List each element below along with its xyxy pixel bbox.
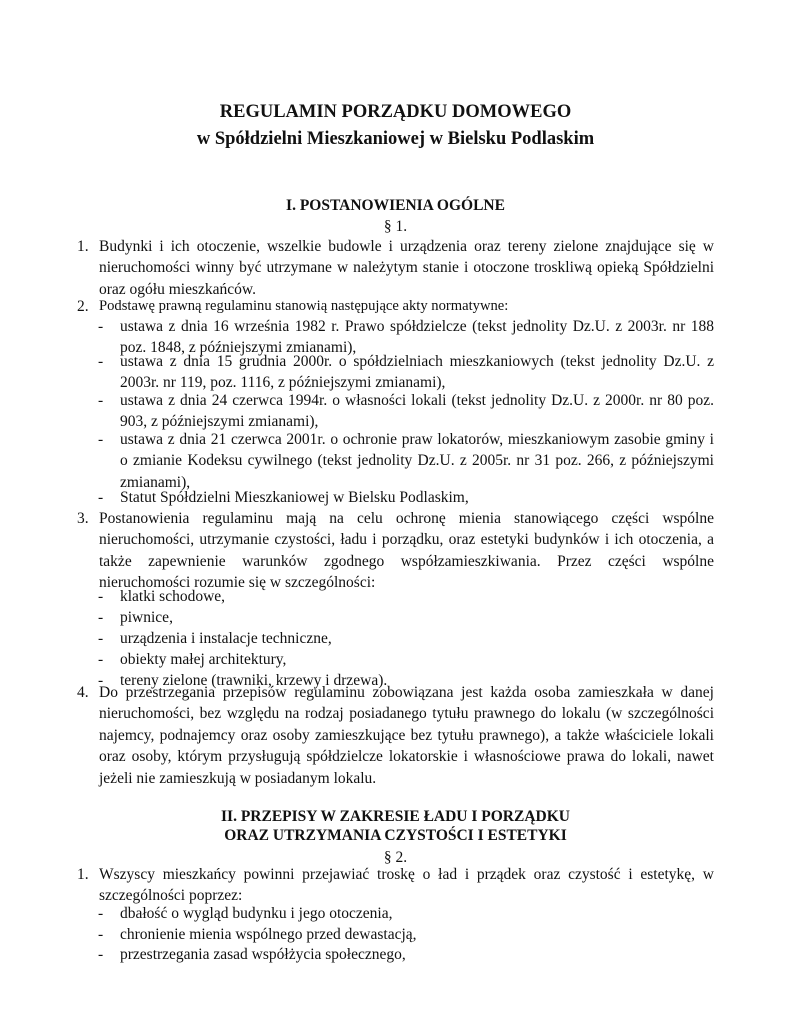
- sub-list-item: [98, 390, 714, 432]
- dash-bullet: -: [98, 318, 104, 335]
- item-text: Wszyscy mieszkańcy powinni przejawiać troskę o ład i prządek oraz czystość i estetykę, w szczególności poprzez:: [99, 866, 714, 905]
- sub-item-text: obiekty małej architektury,: [120, 651, 287, 668]
- sub-list-item: [98, 924, 714, 946]
- item-number: 1.: [77, 866, 89, 883]
- sub-list-item: [98, 944, 714, 966]
- sub-item-text: ustawa z dnia 24 czerwca 1994r. o własności lokali (tekst jednolity Dz.U. z 2000r. nr 80 poz. 903, z późniejszymi zmianami),: [120, 392, 714, 431]
- sub-list-item: [98, 351, 714, 393]
- sub-item-text: urządzenia i instalacje techniczne,: [120, 630, 332, 647]
- list-item: [77, 236, 714, 300]
- item-number: 1.: [77, 238, 89, 255]
- paragraph-sign: § 2.: [383, 849, 408, 866]
- list-item: [77, 508, 714, 594]
- sub-item-text: tereny zielone (trawniki, krzewy i drzewa).: [120, 672, 388, 689]
- item-number: 2.: [77, 298, 89, 315]
- sub-list-item: [98, 586, 714, 608]
- sub-item-text: ustawa z dnia 15 grudnia 2000r. o spółdzielniach mieszkaniowych (tekst jednolity Dz.U. z 2003r. nr 119, poz. 1116, z późniejszymi zmianami),: [120, 353, 714, 392]
- dash-bullet: -: [98, 672, 104, 689]
- sub-item-text: chronienie mienia wspólnego przed dewastacją,: [120, 926, 417, 943]
- dash-bullet: -: [98, 489, 104, 506]
- section-heading: II. PRZEPISY W ZAKRESIE ŁADU I PORZĄDKU: [221, 808, 570, 825]
- sub-item-text: ustawa z dnia 16 września 1982 r. Prawo spółdzielcze (tekst jednolity Dz.U. z 2003r. nr 188 poz. 1848, z późniejszymi zmianami),: [120, 318, 714, 357]
- list-item: [77, 682, 714, 792]
- sub-list-item: [98, 607, 714, 629]
- item-text: Budynki i ich otoczenie, wszelkie budowle i urządzenia oraz tereny zielone znajdujące się w nieruchomości winny być utrzymane w należytym stanie i otoczone troskliwą opieką Spółdzielni oraz ogółu mieszkańców.: [99, 238, 714, 298]
- sub-list-item: [98, 903, 714, 925]
- sub-list-item: [98, 429, 714, 493]
- dash-bullet: -: [98, 905, 104, 922]
- item-number: 3.: [77, 510, 89, 527]
- sub-item-text: przestrzegania zasad współżycia społecznego,: [120, 946, 406, 963]
- item-text: Postanowienia regulaminu mają na celu ochronę mienia stanowiącego części wspólne nieruchomości, utrzymanie czystości, ładu i porządku, oraz estetyki budynków i ich otoczenia, a także zapewnienie warunków zgodnego współzamieszkiwania. Przez części wspólne nieruchomości rozumie się w szczególności:: [99, 510, 714, 592]
- sub-list-item: [98, 487, 714, 509]
- dash-bullet: -: [98, 392, 104, 409]
- sub-item-text: klatki schodowe,: [120, 588, 226, 605]
- dash-bullet: -: [98, 588, 104, 605]
- sub-list-item: [98, 628, 714, 650]
- dash-bullet: -: [98, 651, 104, 668]
- item-text: Do przestrzegania przepisów regulaminu zobowiązana jest każda osoba zamieszkała w danej nieruchomości, bez względu na rodzaj posiadanego tytułu prawnego do lokalu (w szczególności najemcy, podnajemcy oraz osoby zamieszkujące bez tytułu prawnego), a także właściciele lokali oraz osoby, którym przysługują spółdzielcze lokatorskie i własnościowe prawa do lokali, nawet jeżeli nie zamieszkują w posiadanym lokalu.: [99, 684, 714, 787]
- dash-bullet: -: [98, 946, 104, 963]
- document-subtitle: w Spółdzielni Mieszkaniowej w Bielsku Podlaskim: [196, 129, 595, 149]
- item-text: Podstawę prawną regulaminu stanowią następujące akty normatywne:: [99, 298, 509, 314]
- document-title: REGULAMIN PORZĄDKU DOMOWEGO: [219, 102, 572, 122]
- list-item: [77, 296, 714, 318]
- dash-bullet: -: [98, 353, 104, 370]
- sub-item-text: Statut Spółdzielni Mieszkaniowej w Bielsku Podlaskim,: [120, 489, 469, 506]
- list-item: [77, 864, 714, 908]
- dash-bullet: -: [98, 609, 104, 626]
- item-number: 4.: [77, 684, 89, 701]
- dash-bullet: -: [98, 431, 104, 448]
- sub-item-text: piwnice,: [120, 609, 173, 626]
- sub-item-text: ustawa z dnia 21 czerwca 2001r. o ochronie praw lokatorów, mieszkaniowym zasobie gminy i o zmianie Kodeksu cywilnego (tekst jednolity Dz.U. z 2005r. nr 31 poz. 266, z późniejszymi zmianami),: [120, 431, 714, 491]
- sub-item-text: dbałość o wygląd budynku i jego otoczenia,: [120, 905, 393, 922]
- dash-bullet: -: [98, 630, 104, 647]
- dash-bullet: -: [98, 926, 104, 943]
- section-heading-line2: ORAZ UTRZYMANIA CZYSTOŚCI I ESTETYKI: [224, 827, 567, 844]
- section-heading: I. POSTANOWIENIA OGÓLNE: [286, 197, 505, 214]
- sub-list-item: [98, 649, 714, 671]
- paragraph-sign: § 1.: [383, 218, 408, 235]
